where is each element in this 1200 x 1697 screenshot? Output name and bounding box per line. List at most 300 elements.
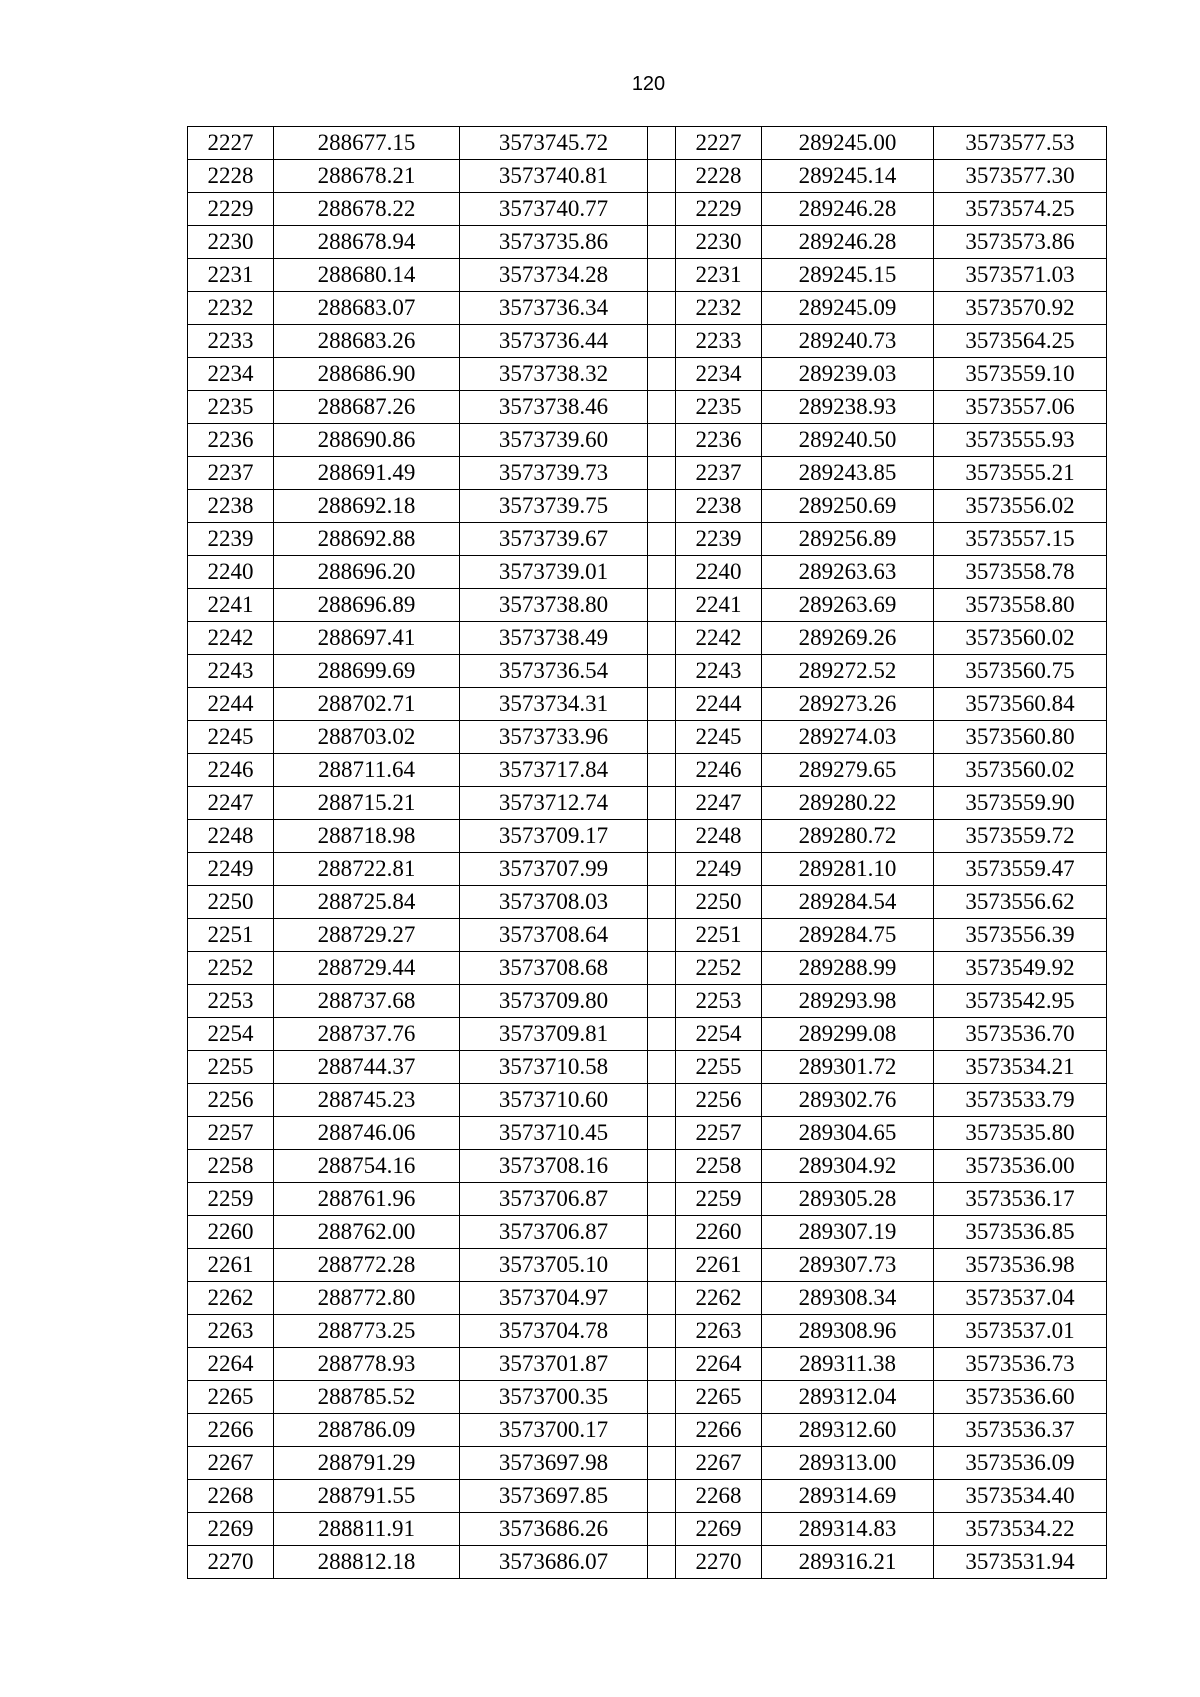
left-y-coordinate: 3573709.17	[460, 820, 648, 853]
table-row	[188, 589, 1107, 622]
left-point-number: 2258	[188, 1150, 274, 1183]
right-point-number: 2262	[676, 1282, 762, 1315]
table-row	[188, 919, 1107, 952]
right-point-number: 2267	[676, 1447, 762, 1480]
right-point-number: 2235	[676, 391, 762, 424]
left-point-number: 2239	[188, 523, 274, 556]
left-x-coordinate: 288715.21	[274, 787, 460, 820]
right-y-coordinate: 3573536.85	[934, 1216, 1107, 1249]
left-point-number: 2264	[188, 1348, 274, 1381]
left-y-coordinate: 3573736.34	[460, 292, 648, 325]
right-point-number: 2241	[676, 589, 762, 622]
left-y-coordinate: 3573704.97	[460, 1282, 648, 1315]
right-point-number: 2253	[676, 985, 762, 1018]
separator-cell	[648, 127, 676, 160]
left-y-coordinate: 3573710.45	[460, 1117, 648, 1150]
separator-cell	[648, 655, 676, 688]
right-x-coordinate: 289284.75	[762, 919, 934, 952]
left-x-coordinate: 288696.89	[274, 589, 460, 622]
separator-cell	[648, 1117, 676, 1150]
right-y-coordinate: 3573560.80	[934, 721, 1107, 754]
left-y-coordinate: 3573686.26	[460, 1513, 648, 1546]
left-x-coordinate: 288691.49	[274, 457, 460, 490]
left-point-number: 2243	[188, 655, 274, 688]
right-y-coordinate: 3573556.39	[934, 919, 1107, 952]
left-y-coordinate: 3573701.87	[460, 1348, 648, 1381]
right-y-coordinate: 3573536.09	[934, 1447, 1107, 1480]
left-x-coordinate: 288778.93	[274, 1348, 460, 1381]
separator-cell	[648, 919, 676, 952]
right-x-coordinate: 289304.65	[762, 1117, 934, 1150]
separator-cell	[648, 1084, 676, 1117]
separator-cell	[648, 391, 676, 424]
right-point-number: 2228	[676, 160, 762, 193]
left-y-coordinate: 3573697.98	[460, 1447, 648, 1480]
right-y-coordinate: 3573536.98	[934, 1249, 1107, 1282]
left-point-number: 2238	[188, 490, 274, 523]
separator-cell	[648, 754, 676, 787]
left-point-number: 2260	[188, 1216, 274, 1249]
table-row	[188, 1150, 1107, 1183]
table-row	[188, 457, 1107, 490]
separator-cell	[648, 1480, 676, 1513]
right-y-coordinate: 3573577.53	[934, 127, 1107, 160]
left-x-coordinate: 288737.76	[274, 1018, 460, 1051]
left-point-number: 2262	[188, 1282, 274, 1315]
left-x-coordinate: 288696.20	[274, 556, 460, 589]
separator-cell	[648, 1216, 676, 1249]
separator-cell	[648, 589, 676, 622]
right-point-number: 2247	[676, 787, 762, 820]
right-point-number: 2259	[676, 1183, 762, 1216]
right-y-coordinate: 3573556.62	[934, 886, 1107, 919]
right-point-number: 2229	[676, 193, 762, 226]
left-y-coordinate: 3573712.74	[460, 787, 648, 820]
right-y-coordinate: 3573573.86	[934, 226, 1107, 259]
right-point-number: 2264	[676, 1348, 762, 1381]
separator-cell	[648, 820, 676, 853]
left-x-coordinate: 288678.22	[274, 193, 460, 226]
separator-cell	[648, 457, 676, 490]
left-y-coordinate: 3573707.99	[460, 853, 648, 886]
table-row	[188, 193, 1107, 226]
left-x-coordinate: 288786.09	[274, 1414, 460, 1447]
table-row	[188, 292, 1107, 325]
left-x-coordinate: 288678.21	[274, 160, 460, 193]
left-x-coordinate: 288761.96	[274, 1183, 460, 1216]
right-y-coordinate: 3573557.06	[934, 391, 1107, 424]
right-point-number: 2270	[676, 1546, 762, 1579]
right-y-coordinate: 3573560.02	[934, 622, 1107, 655]
right-x-coordinate: 289269.26	[762, 622, 934, 655]
left-x-coordinate: 288703.02	[274, 721, 460, 754]
right-y-coordinate: 3573535.80	[934, 1117, 1107, 1150]
left-point-number: 2253	[188, 985, 274, 1018]
right-x-coordinate: 289245.14	[762, 160, 934, 193]
left-point-number: 2233	[188, 325, 274, 358]
left-x-coordinate: 288744.37	[274, 1051, 460, 1084]
right-y-coordinate: 3573536.37	[934, 1414, 1107, 1447]
right-x-coordinate: 289250.69	[762, 490, 934, 523]
separator-cell	[648, 226, 676, 259]
table-row	[188, 1216, 1107, 1249]
right-point-number: 2251	[676, 919, 762, 952]
table-row	[188, 1447, 1107, 1480]
table-row	[188, 688, 1107, 721]
right-point-number: 2227	[676, 127, 762, 160]
right-y-coordinate: 3573559.72	[934, 820, 1107, 853]
right-point-number: 2257	[676, 1117, 762, 1150]
left-point-number: 2267	[188, 1447, 274, 1480]
right-y-coordinate: 3573542.95	[934, 985, 1107, 1018]
right-point-number: 2269	[676, 1513, 762, 1546]
left-x-coordinate: 288811.91	[274, 1513, 460, 1546]
left-point-number: 2248	[188, 820, 274, 853]
separator-cell	[648, 1249, 676, 1282]
right-point-number: 2263	[676, 1315, 762, 1348]
left-y-coordinate: 3573686.07	[460, 1546, 648, 1579]
right-x-coordinate: 289293.98	[762, 985, 934, 1018]
separator-cell	[648, 292, 676, 325]
right-point-number: 2265	[676, 1381, 762, 1414]
right-point-number: 2239	[676, 523, 762, 556]
table-row	[188, 1051, 1107, 1084]
left-point-number: 2242	[188, 622, 274, 655]
left-y-coordinate: 3573735.86	[460, 226, 648, 259]
separator-cell	[648, 1315, 676, 1348]
right-x-coordinate: 289314.83	[762, 1513, 934, 1546]
separator-cell	[648, 787, 676, 820]
right-point-number: 2234	[676, 358, 762, 391]
right-x-coordinate: 289256.89	[762, 523, 934, 556]
right-y-coordinate: 3573577.30	[934, 160, 1107, 193]
right-point-number: 2255	[676, 1051, 762, 1084]
right-point-number: 2252	[676, 952, 762, 985]
left-y-coordinate: 3573700.35	[460, 1381, 648, 1414]
table-row	[188, 391, 1107, 424]
left-x-coordinate: 288718.98	[274, 820, 460, 853]
table-row	[188, 1513, 1107, 1546]
right-point-number: 2260	[676, 1216, 762, 1249]
separator-cell	[648, 688, 676, 721]
left-y-coordinate: 3573738.80	[460, 589, 648, 622]
left-x-coordinate: 288772.28	[274, 1249, 460, 1282]
separator-cell	[648, 1414, 676, 1447]
table-row	[188, 1315, 1107, 1348]
left-point-number: 2246	[188, 754, 274, 787]
table-row	[188, 1282, 1107, 1315]
table-row	[188, 1480, 1107, 1513]
table-row	[188, 424, 1107, 457]
table-row	[188, 1117, 1107, 1150]
separator-cell	[648, 1381, 676, 1414]
right-y-coordinate: 3573556.02	[934, 490, 1107, 523]
left-x-coordinate: 288725.84	[274, 886, 460, 919]
right-x-coordinate: 289307.73	[762, 1249, 934, 1282]
right-x-coordinate: 289308.34	[762, 1282, 934, 1315]
right-y-coordinate: 3573537.04	[934, 1282, 1107, 1315]
table-row	[188, 358, 1107, 391]
left-y-coordinate: 3573717.84	[460, 754, 648, 787]
right-y-coordinate: 3573555.93	[934, 424, 1107, 457]
left-y-coordinate: 3573738.32	[460, 358, 648, 391]
left-point-number: 2268	[188, 1480, 274, 1513]
left-x-coordinate: 288791.29	[274, 1447, 460, 1480]
left-x-coordinate: 288677.15	[274, 127, 460, 160]
left-point-number: 2266	[188, 1414, 274, 1447]
table-row	[188, 226, 1107, 259]
left-y-coordinate: 3573739.60	[460, 424, 648, 457]
coordinates-table	[187, 126, 1107, 1579]
left-y-coordinate: 3573708.03	[460, 886, 648, 919]
separator-cell	[648, 721, 676, 754]
left-point-number: 2244	[188, 688, 274, 721]
right-y-coordinate: 3573534.22	[934, 1513, 1107, 1546]
right-point-number: 2237	[676, 457, 762, 490]
table-row	[188, 490, 1107, 523]
left-x-coordinate: 288772.80	[274, 1282, 460, 1315]
right-x-coordinate: 289263.69	[762, 589, 934, 622]
left-y-coordinate: 3573738.46	[460, 391, 648, 424]
table-row	[188, 655, 1107, 688]
left-x-coordinate: 288692.18	[274, 490, 460, 523]
right-y-coordinate: 3573536.60	[934, 1381, 1107, 1414]
left-point-number: 2234	[188, 358, 274, 391]
left-y-coordinate: 3573705.10	[460, 1249, 648, 1282]
right-y-coordinate: 3573558.80	[934, 589, 1107, 622]
right-x-coordinate: 289284.54	[762, 886, 934, 919]
right-x-coordinate: 289246.28	[762, 226, 934, 259]
left-y-coordinate: 3573709.81	[460, 1018, 648, 1051]
separator-cell	[648, 1150, 676, 1183]
right-x-coordinate: 289302.76	[762, 1084, 934, 1117]
left-x-coordinate: 288746.06	[274, 1117, 460, 1150]
separator-cell	[648, 853, 676, 886]
separator-cell	[648, 1348, 676, 1381]
table-row	[188, 160, 1107, 193]
right-y-coordinate: 3573534.21	[934, 1051, 1107, 1084]
left-point-number: 2261	[188, 1249, 274, 1282]
right-y-coordinate: 3573536.73	[934, 1348, 1107, 1381]
left-point-number: 2236	[188, 424, 274, 457]
left-point-number: 2252	[188, 952, 274, 985]
right-x-coordinate: 289311.38	[762, 1348, 934, 1381]
right-y-coordinate: 3573570.92	[934, 292, 1107, 325]
left-point-number: 2229	[188, 193, 274, 226]
table-row	[188, 787, 1107, 820]
right-x-coordinate: 289308.96	[762, 1315, 934, 1348]
right-point-number: 2243	[676, 655, 762, 688]
left-point-number: 2230	[188, 226, 274, 259]
right-y-coordinate: 3573559.10	[934, 358, 1107, 391]
right-y-coordinate: 3573560.75	[934, 655, 1107, 688]
right-point-number: 2245	[676, 721, 762, 754]
right-x-coordinate: 289280.72	[762, 820, 934, 853]
right-point-number: 2240	[676, 556, 762, 589]
right-point-number: 2242	[676, 622, 762, 655]
left-point-number: 2241	[188, 589, 274, 622]
separator-cell	[648, 1513, 676, 1546]
right-point-number: 2256	[676, 1084, 762, 1117]
left-point-number: 2231	[188, 259, 274, 292]
right-point-number: 2232	[676, 292, 762, 325]
right-point-number: 2246	[676, 754, 762, 787]
table-row	[188, 259, 1107, 292]
right-x-coordinate: 289279.65	[762, 754, 934, 787]
table-row	[188, 820, 1107, 853]
right-point-number: 2254	[676, 1018, 762, 1051]
table-row	[188, 1018, 1107, 1051]
right-x-coordinate: 289316.21	[762, 1546, 934, 1579]
left-point-number: 2263	[188, 1315, 274, 1348]
left-point-number: 2227	[188, 127, 274, 160]
left-point-number: 2250	[188, 886, 274, 919]
right-y-coordinate: 3573536.17	[934, 1183, 1107, 1216]
right-point-number: 2249	[676, 853, 762, 886]
right-x-coordinate: 289273.26	[762, 688, 934, 721]
left-x-coordinate: 288729.27	[274, 919, 460, 952]
left-x-coordinate: 288791.55	[274, 1480, 460, 1513]
right-x-coordinate: 289304.92	[762, 1150, 934, 1183]
left-y-coordinate: 3573734.31	[460, 688, 648, 721]
right-y-coordinate: 3573574.25	[934, 193, 1107, 226]
right-point-number: 2266	[676, 1414, 762, 1447]
left-y-coordinate: 3573739.67	[460, 523, 648, 556]
table-row	[188, 127, 1107, 160]
left-x-coordinate: 288697.41	[274, 622, 460, 655]
left-point-number: 2247	[188, 787, 274, 820]
right-x-coordinate: 289246.28	[762, 193, 934, 226]
right-y-coordinate: 3573555.21	[934, 457, 1107, 490]
separator-cell	[648, 325, 676, 358]
left-point-number: 2256	[188, 1084, 274, 1117]
separator-cell	[648, 1018, 676, 1051]
right-point-number: 2238	[676, 490, 762, 523]
left-x-coordinate: 288683.26	[274, 325, 460, 358]
right-y-coordinate: 3573558.78	[934, 556, 1107, 589]
left-x-coordinate: 288678.94	[274, 226, 460, 259]
right-x-coordinate: 289274.03	[762, 721, 934, 754]
right-point-number: 2230	[676, 226, 762, 259]
right-y-coordinate: 3573571.03	[934, 259, 1107, 292]
right-x-coordinate: 289240.73	[762, 325, 934, 358]
right-y-coordinate: 3573560.84	[934, 688, 1107, 721]
right-point-number: 2233	[676, 325, 762, 358]
right-x-coordinate: 289280.22	[762, 787, 934, 820]
page-number: 120	[631, 73, 666, 95]
table-row	[188, 1381, 1107, 1414]
right-point-number: 2250	[676, 886, 762, 919]
left-x-coordinate: 288686.90	[274, 358, 460, 391]
separator-cell	[648, 1282, 676, 1315]
table-row	[188, 1414, 1107, 1447]
left-y-coordinate: 3573739.75	[460, 490, 648, 523]
left-y-coordinate: 3573740.81	[460, 160, 648, 193]
right-y-coordinate: 3573537.01	[934, 1315, 1107, 1348]
separator-cell	[648, 952, 676, 985]
right-y-coordinate: 3573533.79	[934, 1084, 1107, 1117]
right-point-number: 2268	[676, 1480, 762, 1513]
right-point-number: 2231	[676, 259, 762, 292]
left-y-coordinate: 3573738.49	[460, 622, 648, 655]
right-x-coordinate: 289245.09	[762, 292, 934, 325]
left-y-coordinate: 3573704.78	[460, 1315, 648, 1348]
left-point-number: 2249	[188, 853, 274, 886]
separator-cell	[648, 1051, 676, 1084]
separator-cell	[648, 358, 676, 391]
separator-cell	[648, 985, 676, 1018]
table-row	[188, 622, 1107, 655]
left-y-coordinate: 3573739.73	[460, 457, 648, 490]
right-x-coordinate: 289272.52	[762, 655, 934, 688]
left-point-number: 2235	[188, 391, 274, 424]
right-x-coordinate: 289314.69	[762, 1480, 934, 1513]
right-x-coordinate: 289305.28	[762, 1183, 934, 1216]
separator-cell	[648, 424, 676, 457]
separator-cell	[648, 1447, 676, 1480]
left-y-coordinate: 3573706.87	[460, 1183, 648, 1216]
right-y-coordinate: 3573560.02	[934, 754, 1107, 787]
left-x-coordinate: 288729.44	[274, 952, 460, 985]
separator-cell	[648, 886, 676, 919]
left-x-coordinate: 288762.00	[274, 1216, 460, 1249]
right-y-coordinate: 3573559.90	[934, 787, 1107, 820]
left-point-number: 2228	[188, 160, 274, 193]
right-y-coordinate: 3573557.15	[934, 523, 1107, 556]
left-y-coordinate: 3573710.60	[460, 1084, 648, 1117]
right-x-coordinate: 289238.93	[762, 391, 934, 424]
table-row	[188, 1084, 1107, 1117]
left-x-coordinate: 288773.25	[274, 1315, 460, 1348]
left-x-coordinate: 288692.88	[274, 523, 460, 556]
separator-cell	[648, 259, 676, 292]
left-y-coordinate: 3573697.85	[460, 1480, 648, 1513]
right-x-coordinate: 289299.08	[762, 1018, 934, 1051]
right-y-coordinate: 3573536.00	[934, 1150, 1107, 1183]
left-y-coordinate: 3573740.77	[460, 193, 648, 226]
table-row	[188, 952, 1107, 985]
left-y-coordinate: 3573709.80	[460, 985, 648, 1018]
left-y-coordinate: 3573736.44	[460, 325, 648, 358]
left-point-number: 2255	[188, 1051, 274, 1084]
table-row	[188, 754, 1107, 787]
left-point-number: 2259	[188, 1183, 274, 1216]
right-point-number: 2244	[676, 688, 762, 721]
right-y-coordinate: 3573564.25	[934, 325, 1107, 358]
right-y-coordinate: 3573549.92	[934, 952, 1107, 985]
right-x-coordinate: 289245.00	[762, 127, 934, 160]
left-point-number: 2245	[188, 721, 274, 754]
table-row	[188, 985, 1107, 1018]
left-x-coordinate: 288702.71	[274, 688, 460, 721]
left-point-number: 2251	[188, 919, 274, 952]
separator-cell	[648, 1546, 676, 1579]
right-x-coordinate: 289245.15	[762, 259, 934, 292]
table-row	[188, 1183, 1107, 1216]
left-point-number: 2269	[188, 1513, 274, 1546]
left-y-coordinate: 3573700.17	[460, 1414, 648, 1447]
left-x-coordinate: 288680.14	[274, 259, 460, 292]
left-point-number: 2265	[188, 1381, 274, 1414]
left-x-coordinate: 288699.69	[274, 655, 460, 688]
left-x-coordinate: 288683.07	[274, 292, 460, 325]
table-row	[188, 853, 1107, 886]
left-point-number: 2254	[188, 1018, 274, 1051]
right-y-coordinate: 3573559.47	[934, 853, 1107, 886]
left-x-coordinate: 288690.86	[274, 424, 460, 457]
separator-cell	[648, 1183, 676, 1216]
left-y-coordinate: 3573745.72	[460, 127, 648, 160]
